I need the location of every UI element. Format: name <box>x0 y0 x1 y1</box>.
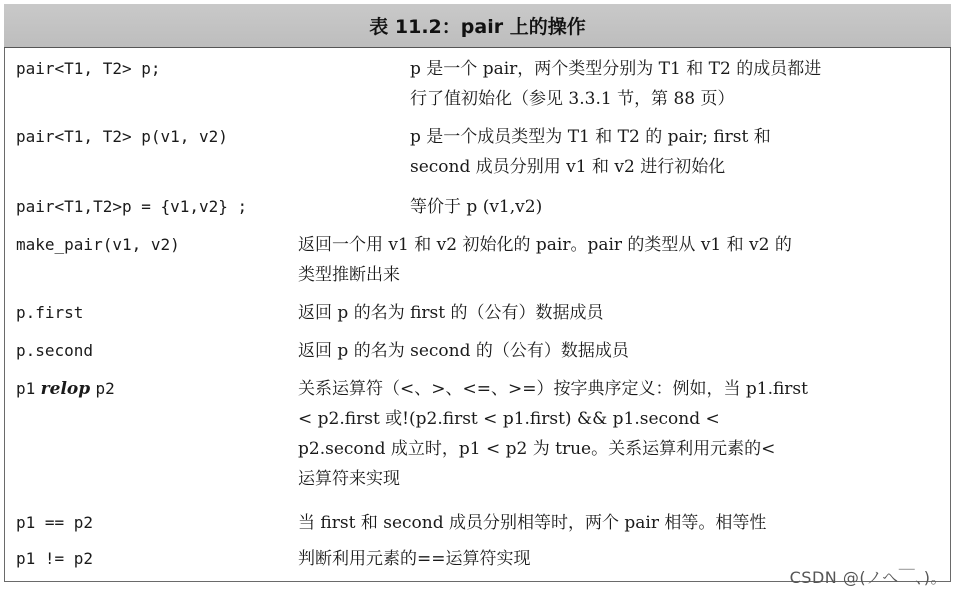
description-line: 返回 p 的名为 second 的（公有）数据成员 <box>298 341 629 361</box>
description-line: 类型推断出来 <box>298 265 400 285</box>
operation-cell: pair<T1, T2> p(v1, v2) <box>16 127 228 146</box>
operation-cell: pair<T1, T2> p; <box>16 59 161 78</box>
operation-cell: make_pair(v1, v2) <box>16 235 180 254</box>
operation-cell: p.second <box>16 341 94 360</box>
operation-cell: p.first <box>16 303 84 322</box>
description-line: 判断利用元素的==运算符实现 <box>298 549 531 569</box>
description-line: < p2.first 或!(p2.first < p1.first) && p1.second < <box>298 409 720 429</box>
table-title: 表 11.2：pair 上的操作 <box>4 4 951 48</box>
operand-right: p2 <box>95 379 115 398</box>
operation-cell: p1 != p2 <box>16 549 94 568</box>
description-line: 关系运算符（<、>、<=、>=）按字典序定义：例如，当 p1.first <box>298 379 808 399</box>
operation-cell <box>16 374 115 404</box>
watermark-text: CSDN @(ノへ￣、)。 <box>789 568 947 587</box>
description-line: 运算符来实现 <box>298 469 400 489</box>
description-line: second 成员分别用 v1 和 v2 进行初始化 <box>410 157 726 177</box>
operand-left: p1 <box>16 379 36 398</box>
operation-cell: pair<T1,T2>p = {v1,v2} ; <box>16 197 248 216</box>
description-line: p2.second 成立时，p1 < p2 为 true。关系运算利用元素的< <box>298 439 776 459</box>
description-line: 返回 p 的名为 first 的（公有）数据成员 <box>298 303 604 323</box>
relop-text: relop <box>40 379 91 399</box>
operation-cell: p1 == p2 <box>16 513 94 532</box>
description-line: 等价于 p (v1,v2) <box>410 197 543 217</box>
description-line: p 是一个成员类型为 T1 和 T2 的 pair; first 和 <box>410 127 771 147</box>
description-line: 行了值初始化（参见 3.3.1 节，第 88 页） <box>410 89 735 109</box>
description-line: p 是一个 pair，两个类型分别为 T1 和 T2 的成员都进 <box>410 59 822 79</box>
description-line: 返回一个用 v1 和 v2 初始化的 pair。pair 的类型从 v1 和 v2 的 <box>298 235 792 255</box>
description-line: 当 first 和 second 成员分别相等时，两个 pair 相等。相等性 <box>298 513 767 533</box>
